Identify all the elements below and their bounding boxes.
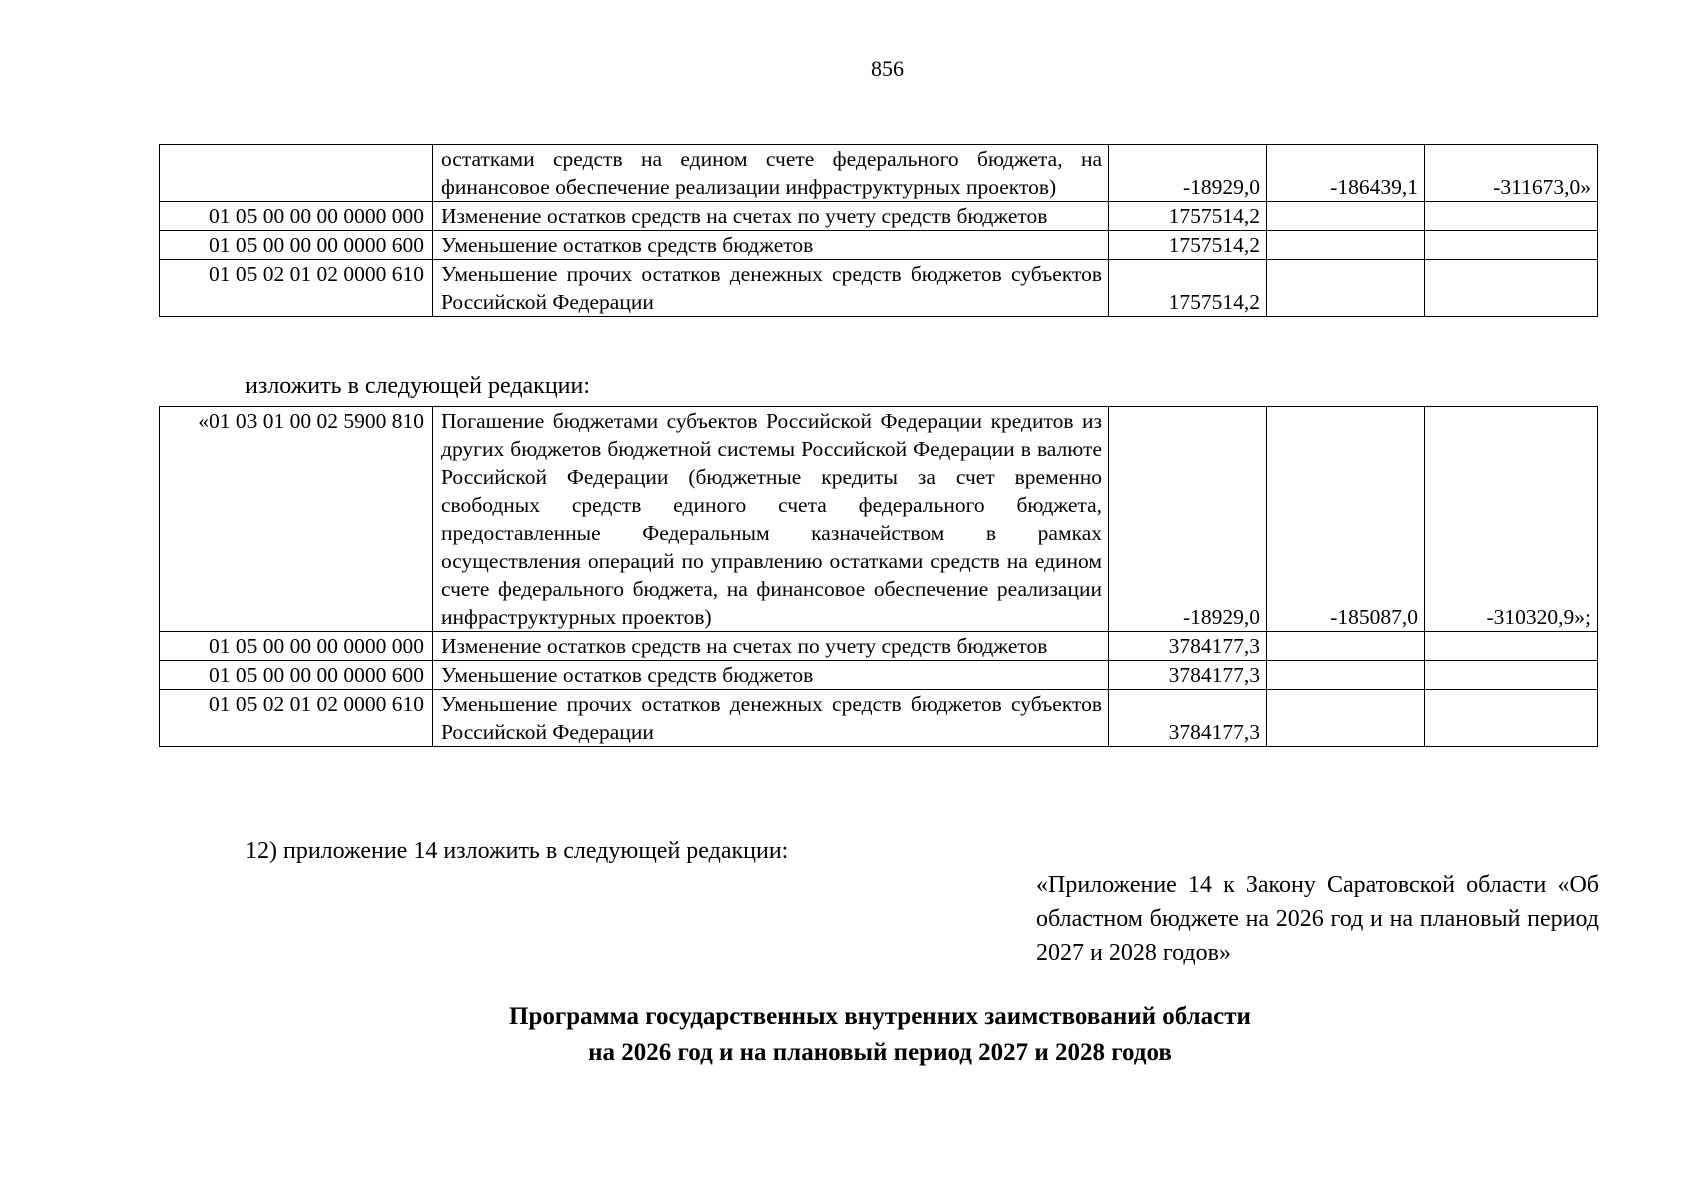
value-2026: -18929,0: [1109, 145, 1267, 202]
row-name: Уменьшение остатков средств бюджетов: [433, 661, 1109, 690]
value-2026: 1757514,2: [1109, 260, 1267, 317]
table-row: [160, 632, 1598, 661]
table-row: [160, 231, 1598, 260]
value-2027: -185087,0: [1267, 407, 1425, 632]
sources-table-new: [159, 406, 1598, 747]
table-row: [160, 145, 1598, 202]
value-2026: -18929,0: [1109, 407, 1267, 632]
value-2028: [1425, 202, 1598, 231]
title-line-2: на 2026 год и на плановый период 2027 и 2028 годов: [588, 1039, 1172, 1066]
row-code: 01 05 00 00 00 0000 600: [160, 231, 433, 260]
table-row: [160, 202, 1598, 231]
value-2028: [1425, 690, 1598, 747]
row-code: 01 05 00 00 00 0000 000: [160, 632, 433, 661]
value-2028: -310320,9»;: [1425, 407, 1598, 632]
table-row: [160, 690, 1598, 747]
row-code: 01 05 02 01 02 0000 610: [160, 260, 433, 317]
value-2026: 3784177,3: [1109, 690, 1267, 747]
value-2027: [1267, 202, 1425, 231]
row-code: [160, 145, 433, 202]
item-12-text: 12) приложение 14 изложить в следующей редакции:: [245, 838, 789, 864]
value-2028: [1425, 231, 1598, 260]
value-2028: [1425, 260, 1598, 317]
value-2027: [1267, 231, 1425, 260]
table-row: [160, 407, 1598, 632]
value-2028: [1425, 632, 1598, 661]
page-number: 856: [871, 56, 904, 81]
value-2027: -186439,1: [1267, 145, 1425, 202]
document-title: [0, 999, 1697, 1071]
value-2026: 1757514,2: [1109, 202, 1267, 231]
row-name: Изменение остатков средств на счетах по учету средств бюджетов: [433, 202, 1109, 231]
value-2028: -311673,0»: [1425, 145, 1598, 202]
row-code: «01 03 01 00 02 5900 810: [160, 407, 433, 632]
row-code: 01 05 00 00 00 0000 600: [160, 661, 433, 690]
instruction-text: изложить в следующей редакции:: [245, 373, 591, 399]
appendix-note: «Приложение 14 к Закону Саратовской области «Об областном бюджете на 2026 год и на плановый период 2027 и 2028 годов»: [1036, 872, 1599, 966]
value-2027: [1267, 661, 1425, 690]
row-code: 01 05 00 00 00 0000 000: [160, 202, 433, 231]
value-2027: [1267, 260, 1425, 317]
row-name: Изменение остатков средств на счетах по учету средств бюджетов: [433, 632, 1109, 661]
table-row: [160, 260, 1598, 317]
table-row: [160, 661, 1598, 690]
value-2026: 3784177,3: [1109, 661, 1267, 690]
row-name: Уменьшение прочих остатков денежных средств бюджетов субъектов Российской Федерации: [433, 690, 1109, 747]
value-2026: 3784177,3: [1109, 632, 1267, 661]
row-name: Погашение бюджетами субъектов Российской Федерации кредитов из других бюджетов бюджетной системы Российской Федерации в валюте Российской Федерации (бюджетные кредиты за счет временно свободных средств единого счета федерального бюджета, предоставленные Федеральным казначейством в рамках осуществления операций по управлению остатками средств на едином счете федерального бюджета, на финансовое обеспечение реализации инфраструктурных проектов): [433, 407, 1109, 632]
title-line-1: Программа государственных внутренних заимствований области: [509, 1003, 1251, 1030]
value-2028: [1425, 661, 1598, 690]
row-code: 01 05 02 01 02 0000 610: [160, 690, 433, 747]
value-2027: [1267, 632, 1425, 661]
sources-table-old: [159, 144, 1598, 317]
value-2026: 1757514,2: [1109, 231, 1267, 260]
value-2027: [1267, 690, 1425, 747]
row-name: остатками средств на едином счете федерального бюджета, на финансовое обеспечение реализации инфраструктурных проектов): [433, 145, 1109, 202]
row-name: Уменьшение прочих остатков денежных средств бюджетов субъектов Российской Федерации: [433, 260, 1109, 317]
row-name: Уменьшение остатков средств бюджетов: [433, 231, 1109, 260]
